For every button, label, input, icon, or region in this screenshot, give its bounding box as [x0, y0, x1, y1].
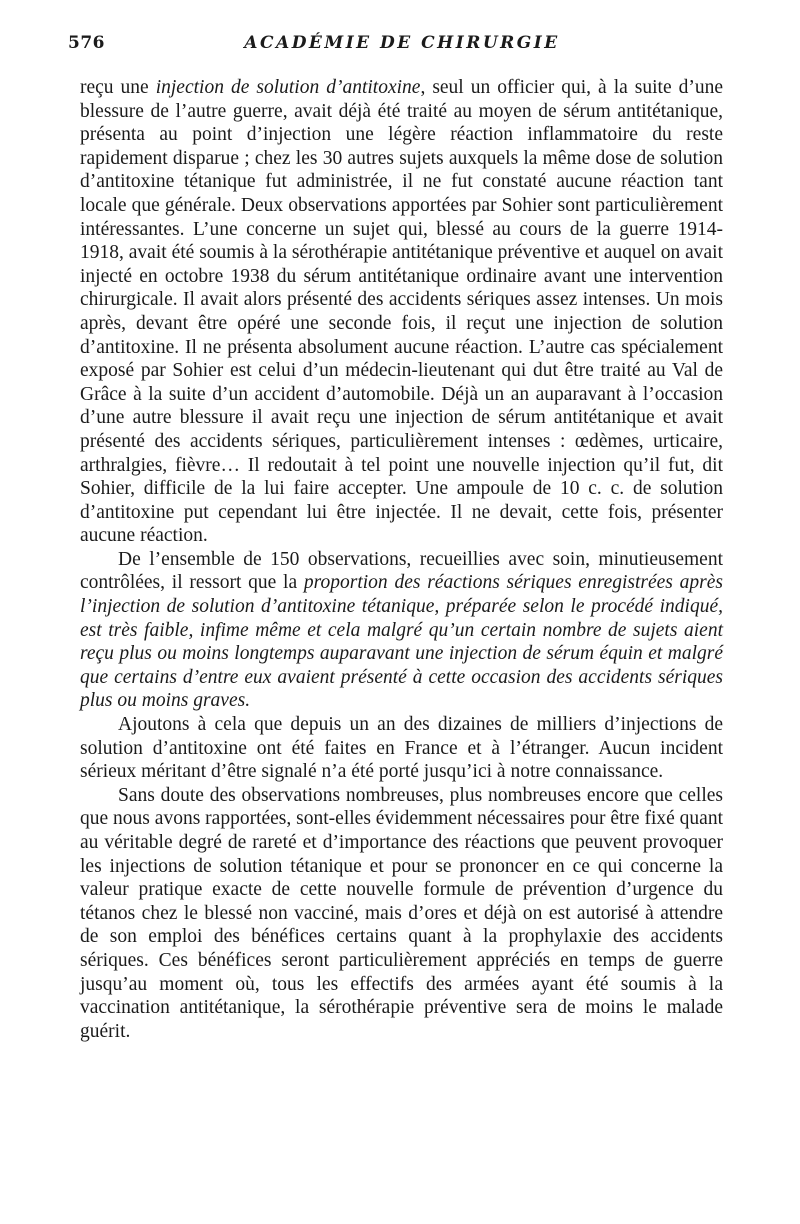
paragraph-2-text-1: De l’ensemble de 150 observations, recueillies avec soin, minutieusement contrôlées, il ressort que la: [80, 548, 723, 594]
paragraph-3-text-1: Ajoutons à cela que depuis un an des dizaines de milliers d’injections de solution d’antitoxine ont été faites en France et à l’étranger. Aucun incident sérieux méritant d’être signalé n’a été porté jusqu’ici à notre connaissance.: [80, 714, 723, 783]
paragraph-3: [80, 713, 723, 784]
paragraph-1-text-1: reçu une: [80, 77, 156, 98]
paragraph-1-italic-1: injection de solution d’antitoxine: [155, 77, 421, 98]
paragraph-1: [80, 76, 723, 548]
page-number: 576: [68, 33, 105, 53]
paragraph-2-italic-1: proportion des réactions sériques enregistrées après l’injection de solution d’antitoxine tétanique, préparée selon le procédé indiqué, est très faible, infime même et cela malgré qu’un certain nombre de sujets aient reçu plus ou moins longtemps auparavant une injection de sérum équin et malgré que certains d’entre eux avaient présenté à cette occasion des accidents sériques plus ou moins graves.: [80, 572, 723, 712]
page-header: [68, 33, 736, 55]
running-head: ACADÉMIE DE CHIRURGIE: [244, 33, 560, 53]
paragraph-4: [80, 784, 723, 1044]
paragraph-1-text-2: , seul un officier qui, à la suite d’une blessure de l’autre guerre, avait déjà été traité au moyen de sérum antitétanique, présenta au point d’injection une légère réaction inflammatoire du reste rapidement disparue ; chez les 30 autres sujets auxquels la même dose de solution d’antitoxine tétanique fut administrée, il ne fut constaté aucune réaction tant locale que générale. Deux observations apportées par Sohier sont particulièrement intéressantes. L’une concerne un sujet qui, blessé au cours de la guerre 1914-1918, avait été soumis à la sérothérapie antitétanique préventive et auquel on avait injecté en octobre 1938 du sérum antitétanique ordinaire avant une intervention chirurgicale. Il avait alors présenté des accidents sériques assez intenses. Un mois après, devant être opéré une seconde fois, il reçut une injection de solution d’antitoxine. Il ne présenta absolument aucune réaction. L’autre cas spécialement exposé par Sohier est celui d’un médecin-lieutenant qui dut être traité au Val de Grâce à la suite d’un accident d’automobile. Déjà un an auparavant à l’occasion d’une autre blessure il avait reçu une injection de sérum antitétanique et avait présenté des accidents sériques, particulièrement intenses : œdèmes, urticaire, arthralgies, fièvre… Il redoutait à tel point une nouvelle injection qu’il fut, dit Sohier, difficile de la lui faire accepter. Une ampoule de 10 c. c. de solution d’antitoxine put cependant lui être injectée. Il ne devait, cette fois, présenter aucune réaction.: [80, 77, 724, 547]
paragraph-4-text-1: Sans doute des observations nombreuses, plus nombreuses encore que celles que nous avons rapportées, sont-elles évidemment nécessaires pour être fixé quant au véritable degré de rareté et d’importance des réactions que peuvent provoquer les injections de solution tétanique et pour se prononcer en ce qui concerne la valeur pratique exacte de cette nouvelle formule de prévention d’urgence du tétanos chez le blessé non vacciné, mais d’ores et déjà on est autorisé à attendre de son emploi des bénéfices certains quant à la prophylaxie des accidents sériques. Ces bénéfices seront particulièrement appréciés en temps de guerre jusqu’au moment où, tous les effectifs des armées ayant été soumis à la vaccination antitétanique, la sérothérapie préventive sera de moins le malade guérit.: [80, 784, 723, 1042]
paragraph-2: [80, 548, 723, 713]
body-text: [80, 76, 723, 1043]
